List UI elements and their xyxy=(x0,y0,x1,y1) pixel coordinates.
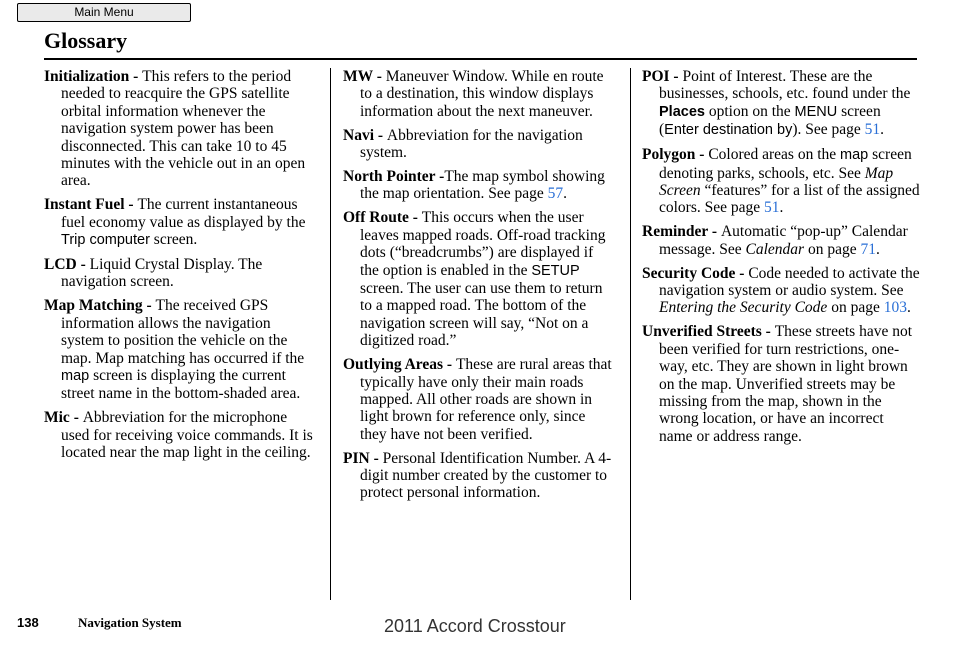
footer-section-title: Navigation System xyxy=(78,615,182,630)
definition-text: Automatic “pop-up” Calendar message. See xyxy=(659,223,908,258)
page-link-51[interactable]: 51 xyxy=(764,199,780,217)
term-mw: MW - xyxy=(343,68,386,85)
definition-text: These streets have not been verified for turn restrictions, one-way, etc. They are shown in light brown on the map. Unverified streets may be missing from the map, shown in the wrong location, or have an incorrect name or address range. xyxy=(659,323,913,445)
term-instant-fuel: Instant Fuel - xyxy=(44,196,138,214)
definition-text: Abbreviation for the microphone used for receiving voice commands. It is located near the map light in the ceiling. xyxy=(61,409,313,462)
ui-label-map: map xyxy=(840,147,869,164)
term-mic: Mic - xyxy=(44,409,83,427)
glossary-entry-security-code xyxy=(642,265,920,317)
glossary-entry-initialization xyxy=(44,68,316,190)
glossary-entry-north-pointer xyxy=(343,168,615,203)
ui-label-map: map xyxy=(61,368,90,384)
definition-text: screen. xyxy=(149,231,198,249)
definition-text: option on the xyxy=(704,102,795,120)
definition-text: This occurs when the user leaves mapped roads. Off-road tracking dots (“breadcrumbs”) are displayed if the option is enabled in the xyxy=(360,209,606,279)
reference-entering-security-code: Entering the Security Code xyxy=(659,299,828,317)
definition-text: on page xyxy=(804,240,861,258)
definition-text: ). See page xyxy=(792,121,865,139)
glossary-entry-poi xyxy=(642,68,920,140)
term-reminder: Reminder - xyxy=(642,223,721,241)
glossary-entry-navi xyxy=(343,127,615,162)
page-link-71[interactable]: 71 xyxy=(860,240,876,258)
definition-text: . xyxy=(875,240,880,258)
term-security-code: Security Code - xyxy=(642,264,749,282)
term-lcd: LCD - xyxy=(44,256,90,274)
definition-text: screen. The user can use them to return to a mapped road. The bottom of the navigation screen will say, “Not on a digitized road.” xyxy=(360,279,603,350)
glossary-entry-mw xyxy=(343,68,615,120)
column-divider-1 xyxy=(330,68,331,600)
term-initialization: Initialization - xyxy=(44,68,143,85)
term-unverified-streets: Unverified Streets - xyxy=(642,323,775,341)
glossary-entry-pin xyxy=(343,450,615,502)
definition-text: on page xyxy=(827,299,884,317)
definition-text: The current instantaneous fuel economy value as displayed by the xyxy=(61,196,306,231)
reference-calendar: Calendar xyxy=(745,240,805,258)
glossary-entry-reminder xyxy=(642,223,920,258)
page-link-51[interactable]: 51 xyxy=(864,121,881,139)
definition-text: Point of Interest. These are the businesses, schools, etc. found under the xyxy=(659,68,911,103)
page-link-103[interactable]: 103 xyxy=(883,299,907,317)
glossary-entry-map-matching xyxy=(44,297,316,402)
column-divider-2 xyxy=(630,68,631,600)
term-pin: PIN - xyxy=(343,449,383,467)
page-title: Glossary xyxy=(44,28,128,53)
ui-label-trip-computer: Trip computer xyxy=(61,232,150,249)
definition-text: Abbreviation for the navigation system. xyxy=(360,126,583,162)
term-poi: POI - xyxy=(642,68,683,85)
definition-text: “features” for a list of the assigned colors. See page xyxy=(659,181,920,217)
definition-text: screen ( xyxy=(659,102,881,139)
ui-label-places: Places xyxy=(659,103,705,120)
watermark-text: 2011 Accord Crosstour xyxy=(384,616,566,636)
main-menu-button[interactable]: Main Menu xyxy=(17,3,191,22)
glossary-column-2 xyxy=(343,68,615,508)
definition-text: The map symbol showing the map orientation. See page xyxy=(360,168,605,203)
glossary-entry-lcd xyxy=(44,256,316,291)
glossary-entry-instant-fuel xyxy=(44,196,316,249)
ui-label-enter-destination-by: Enter destination by xyxy=(664,122,793,139)
glossary-entry-off-route xyxy=(343,209,615,349)
reference-map-screen: Map Screen xyxy=(659,164,894,199)
glossary-entry-mic xyxy=(44,409,316,461)
glossary-column-1 xyxy=(44,68,316,468)
definition-text: screen denoting parks, schools, etc. See xyxy=(659,146,912,182)
term-polygon: Polygon - xyxy=(642,146,709,164)
ui-label-setup: SETUP xyxy=(531,262,580,279)
page-link-57[interactable]: 57 xyxy=(547,185,564,203)
definition-text: Code needed to activate the navigation system or audio system. See xyxy=(659,264,920,299)
glossary-entry-polygon xyxy=(642,146,920,217)
term-off-route: Off Route - xyxy=(343,209,422,227)
definition-text: The received GPS information allows the navigation system to position the vehicle on the map. Map matching has occurred if the xyxy=(61,297,305,367)
definition-text: screen is displaying the current street name in the bottom-shaded area. xyxy=(61,367,301,403)
definition-text: . xyxy=(880,121,885,139)
glossary-entry-outlying-areas xyxy=(343,356,615,443)
term-navi: Navi - xyxy=(343,126,387,144)
definition-text: . xyxy=(779,199,784,217)
definition-text: These are rural areas that typically have only their main roads mapped. All other roads are shown in light brown for reference only, since they have not been verified. xyxy=(360,356,612,443)
term-map-matching: Map Matching - xyxy=(44,297,156,315)
term-outlying-areas: Outlying Areas - xyxy=(343,356,456,374)
title-divider xyxy=(44,58,917,60)
definition-text: Personal Identification Number. A 4-digit number created by the customer to protect personal information. xyxy=(360,449,612,502)
page-number: 138 xyxy=(17,615,39,630)
definition-text: Liquid Crystal Display. The navigation screen. xyxy=(61,256,263,291)
glossary-entry-unverified-streets xyxy=(642,323,920,445)
definition-text: This refers to the period needed to reacquire the GPS satellite orbital information whenever the navigation system power has been disconnected. This can take 10 to 45 minutes with the vehicle out in an open area. xyxy=(61,68,306,190)
definition-text: Colored areas on the xyxy=(708,146,841,164)
definition-text: Maneuver Window. While en route to a destination, this window displays information about the next maneuver. xyxy=(360,68,604,120)
definition-text: . xyxy=(563,185,568,203)
term-north-pointer: North Pointer - xyxy=(343,168,445,186)
ui-label-menu: MENU xyxy=(794,103,838,120)
glossary-column-3 xyxy=(642,68,920,452)
definition-text: . xyxy=(906,299,911,317)
